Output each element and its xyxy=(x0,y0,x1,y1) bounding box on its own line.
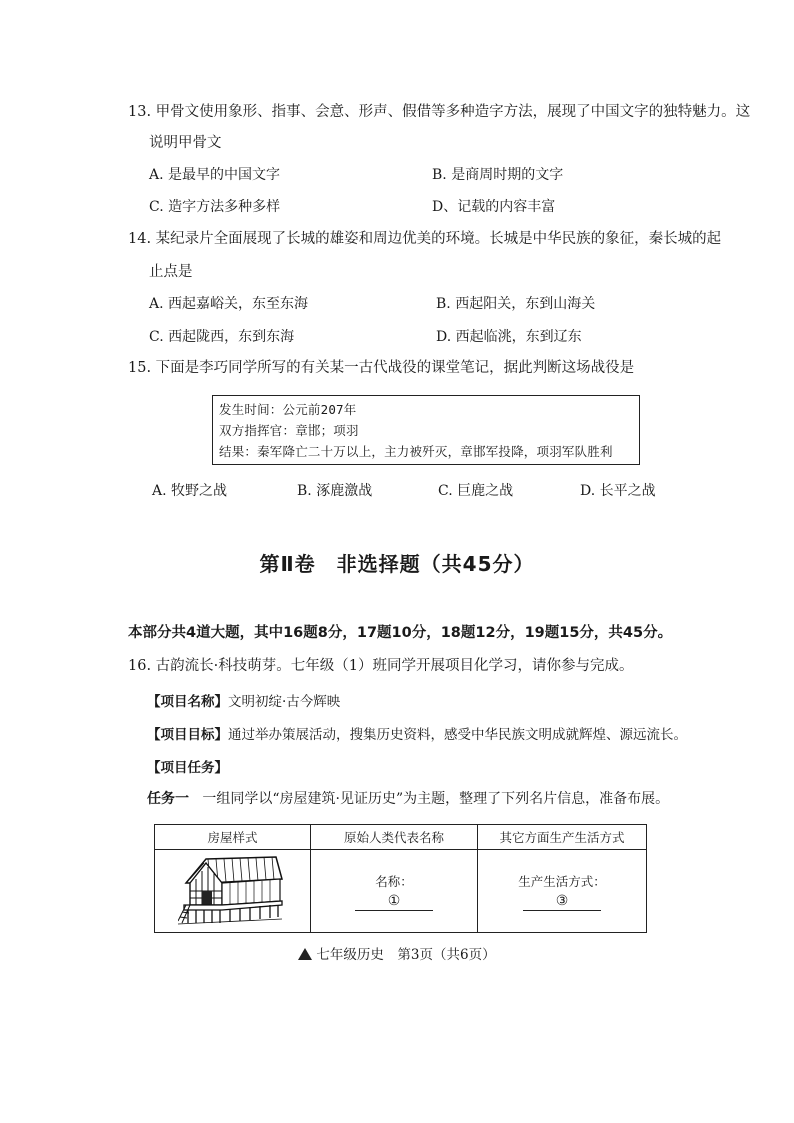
house-card-table xyxy=(154,824,647,933)
name-label: 名称： xyxy=(375,873,413,889)
section2-title: 第Ⅱ卷 非选择题（共45分） xyxy=(259,552,535,576)
q15-notes-box xyxy=(212,395,640,465)
q16-project-task xyxy=(147,756,228,776)
q14-option-b: B. 西起阳关，东到山海关 xyxy=(436,296,596,312)
stilt-house-illustration xyxy=(178,853,288,925)
q13-option-b: B. 是商周时期的文字 xyxy=(432,167,564,183)
task1-text: 一组同学以“房屋建筑·见证历史”为主题，整理了下列名片信息，准备布展。 xyxy=(202,791,670,807)
q13-stem-line1: 13. 甲骨文使用象形、指事、会意、形声、假借等多种造字方法，展现了中国文字的独特魅力。这 xyxy=(128,104,751,120)
header-lifestyle: 其它方面生产生活方式 xyxy=(478,825,647,850)
project-name-tag: 【项目名称】 xyxy=(147,694,228,710)
primitive-name-cell xyxy=(311,850,478,933)
q14-option-c: C. 西起陇西，东到东海 xyxy=(149,329,295,345)
project-goal-text: 通过举办策展活动，搜集历史资料，感受中华民族文明成就辉煌、源远流长。 xyxy=(228,727,687,743)
section2-intro: 本部分共4道大题，其中16题8分，17题10分，18题12分，19题15分，共45分。 xyxy=(128,625,673,641)
blank-1: ① xyxy=(355,892,433,911)
q15-option-d: D. 长平之战 xyxy=(580,483,656,499)
q15-note-commanders: 双方指挥官：章邯；项羽 xyxy=(219,423,359,438)
header-primitive-name: 原始人类代表名称 xyxy=(311,825,478,850)
q15-stem: 15. 下面是李巧同学所写的有关某一古代战役的课堂笔记，据此判断这场战役是 xyxy=(128,360,635,376)
q14-option-d: D. 西起临洮，东到辽东 xyxy=(436,329,582,345)
q15-note-result: 结果：秦军降亡二十万以上，主力被歼灭，章邯军投降，项羽军队胜利 xyxy=(219,444,613,459)
q16-project-goal xyxy=(147,723,687,743)
q15-option-b: B. 涿鹿激战 xyxy=(297,483,373,499)
page-footer xyxy=(0,943,794,963)
q14-stem-line1: 14. 某纪录片全面展现了长城的雄姿和周边优美的环境。长城是中华民族的象征，秦长城的起 xyxy=(128,231,722,247)
house-illustration-cell xyxy=(155,850,311,933)
q13-option-d: D、记载的内容丰富 xyxy=(432,199,556,215)
project-task-tag: 【项目任务】 xyxy=(147,760,228,776)
q16-stem: 16. 古韵流长·科技萌芽。七年级（1）班同学开展项目化学习，请你参与完成。 xyxy=(128,658,634,674)
q16-project-name xyxy=(147,690,340,710)
q15-option-c: C. 巨鹿之战 xyxy=(438,483,514,499)
q13-option-a: A. 是最早的中国文字 xyxy=(149,167,281,183)
q14-stem-line2: 止点是 xyxy=(149,264,193,280)
q15-option-a: A. 牧野之战 xyxy=(152,483,228,499)
project-name-text: 文明初绽·古今辉映 xyxy=(228,694,341,710)
q14-option-a: A. 西起嘉峪关，东至东海 xyxy=(149,296,309,312)
q15-note-time: 发生时间：公元前207年 xyxy=(219,402,357,417)
blank-3: ③ xyxy=(523,892,601,911)
q13-option-c: C. 造字方法多种多样 xyxy=(149,199,281,215)
project-goal-tag: 【项目目标】 xyxy=(147,727,228,743)
triangle-logo-icon xyxy=(298,948,312,960)
lifestyle-label: 生产生活方式： xyxy=(518,873,606,889)
header-house-style: 房屋样式 xyxy=(155,825,311,850)
q16-task1 xyxy=(147,789,669,809)
lifestyle-cell xyxy=(478,850,647,933)
footer-text: 七年级历史 第3页（共6页） xyxy=(316,947,496,963)
task1-label: 任务一 xyxy=(147,791,189,807)
q13-stem-line2: 说明甲骨文 xyxy=(149,135,222,151)
